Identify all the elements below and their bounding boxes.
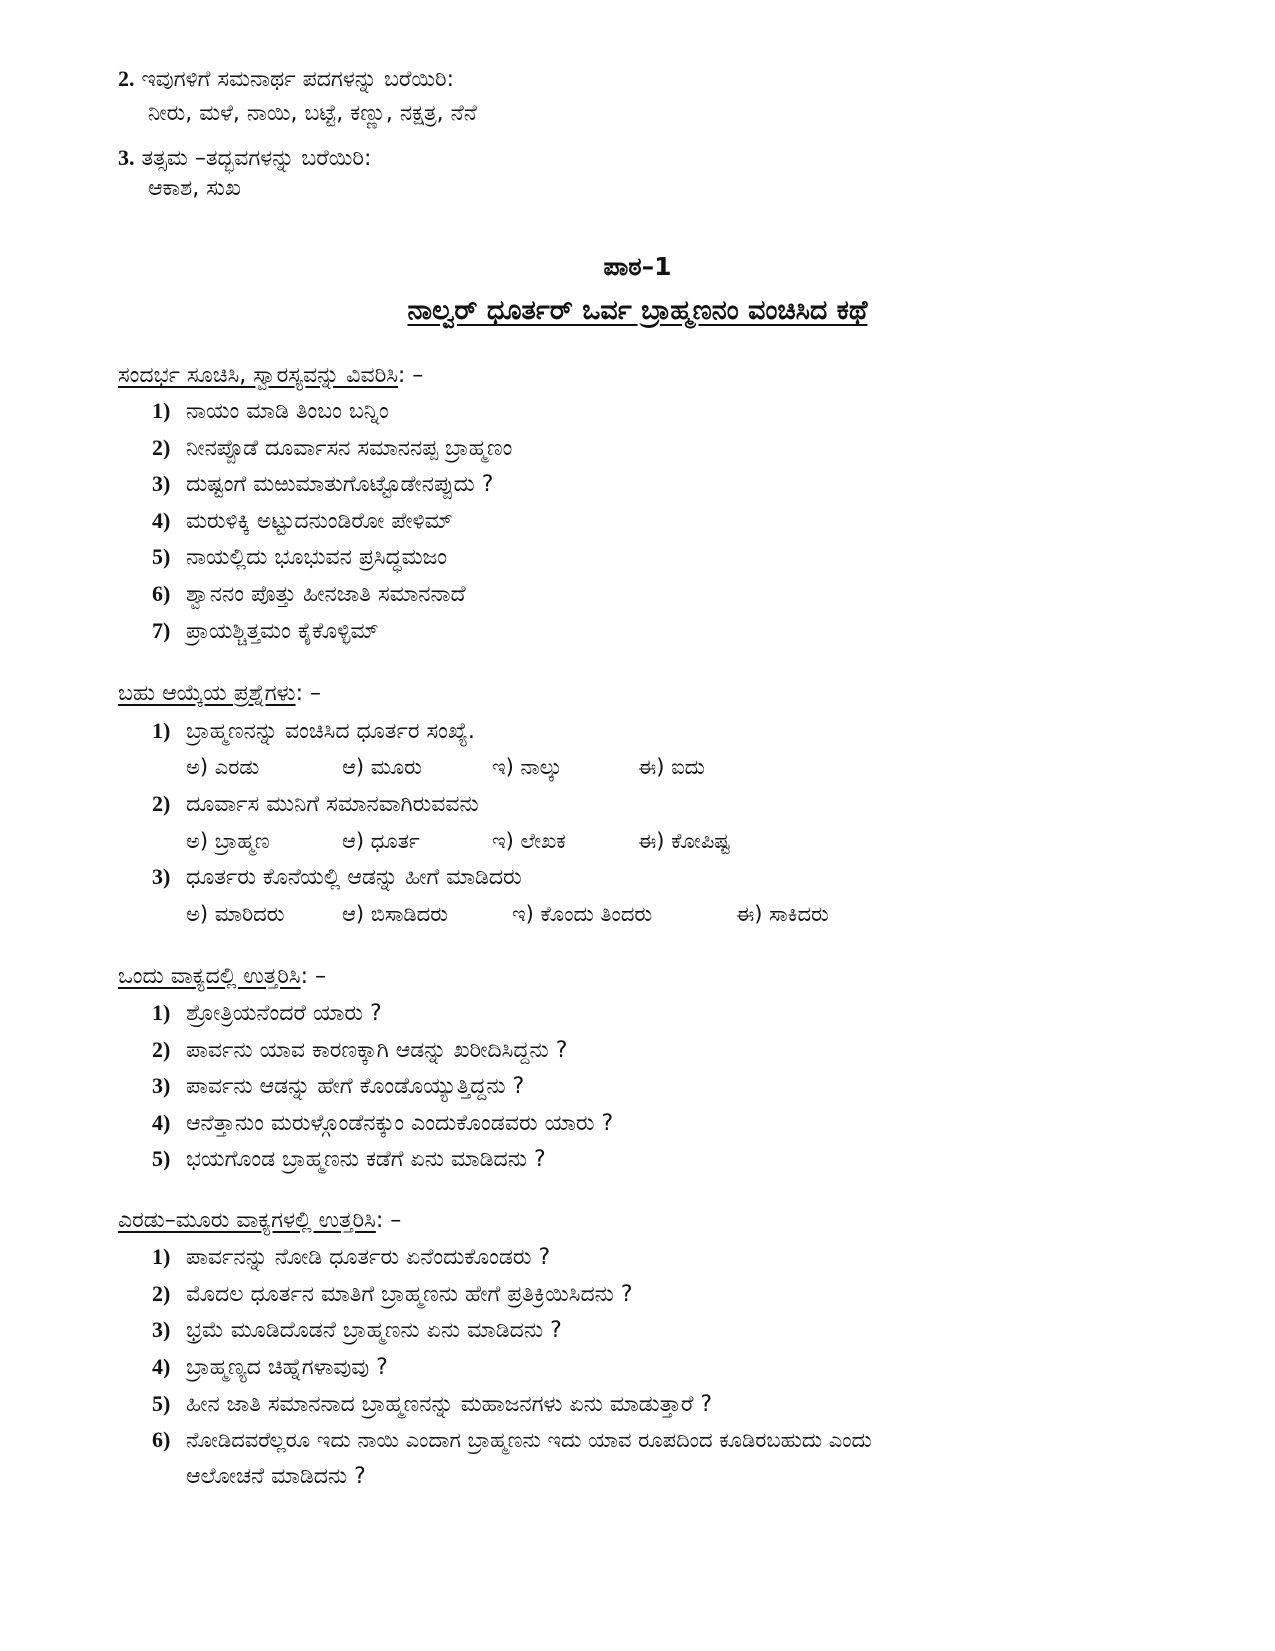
item-number: 5) — [152, 1146, 171, 1171]
section-heading-context — [118, 361, 423, 391]
list-item — [152, 998, 382, 1029]
list-item — [152, 1315, 562, 1346]
item-text: ಬ್ರಾಹ್ಮಣನನ್ನು ವಂಚಿಸಿದ ಧೂರ್ತರ ಸಂಖ್ಯೆ. — [186, 719, 475, 744]
item-text: ಮರುಳಿಕ್ಕಿ ಅಟ್ಟುದನುಂಡಿರೋ ಪೇಳಿಮ್ — [186, 509, 453, 534]
section-heading-two-three — [118, 1206, 401, 1236]
list-item — [152, 1279, 633, 1310]
mcq-option: ಆ) ಮೂರು — [342, 755, 422, 779]
item-text: ಹೀನ ಜಾತಿ ಸಮಾನನಾದ ಬ್ರಾಹ್ಮಣನನ್ನು ಮಹಾಜನಗಳು ಏನು ಮಾಡುತ್ತಾರೆ ? — [186, 1392, 713, 1417]
question-2-content: ನೀರು, ಮಳೆ, ನಾಯಿ, ಬಟ್ಟೆ, ಕಣ್ಣು, ನಕ್ಷತ್ರ, ನೆನೆ — [148, 101, 477, 126]
question-3 — [118, 143, 371, 174]
list-item — [152, 469, 493, 500]
mcq-option: ಈ) ಐದು — [638, 755, 705, 779]
item-text: ಬ್ರಾಹ್ಮಣ್ಯದ ಚಿಹ್ನೆಗಳಾವುವು ? — [186, 1355, 388, 1380]
question-number: 2. — [118, 66, 135, 91]
item-number: 5) — [152, 1391, 171, 1416]
mcq-option: ಅ) ಬ್ರಾಹ್ಮಣ — [186, 829, 270, 853]
item-text: ಆನೆತ್ತಾನುಂ ಮರುಳ್ಗೊಂಡೆನಕ್ಕುಂ ಎಂದುಕೊಂಡವರು ಯಾರು ? — [186, 1111, 614, 1136]
item-number: 3) — [152, 1073, 171, 1098]
item-number: 4) — [152, 1110, 171, 1135]
item-text: ನಾಯಂ ಮಾಡಿ ತಿಂಬಂ ಬನ್ನಿಂ — [186, 399, 389, 424]
list-item — [152, 579, 466, 610]
list-item — [152, 1108, 613, 1139]
item-number: 7) — [152, 618, 171, 643]
item-text: ಶ್ವಾನನಂ ಪೊತ್ತು ಹೀನಜಾತಿ ಸಮಾನನಾದೆ — [186, 582, 466, 607]
item-number: 6) — [152, 581, 171, 606]
list-item — [152, 1389, 712, 1420]
mcq-option: ಆ) ಬಿಸಾಡಿದರು — [342, 902, 448, 926]
mcq-option: ಈ) ಸಾಕಿದರು — [736, 902, 829, 926]
item-text: ಪಾರ್ವನು ಆಡನ್ನು ಹೇಗೆ ಕೊಂಡೊಯ್ಯುತ್ತಿದ್ದನು ? — [186, 1074, 525, 1099]
item-number: 4) — [152, 1354, 171, 1379]
mcq-option: ಅ) ಎರಡು — [186, 755, 260, 779]
list-item — [152, 433, 512, 464]
question-prompt: ಇವುಗಳಿಗೆ ಸಮನಾರ್ಥ ಪದಗಳನ್ನು ಬರೆಯಿರಿ: — [141, 67, 455, 92]
item-text: ಪ್ರಾಯಶ್ಚಿತ್ತಮಂ ಕೈಕೊಳ್ಳಿಮ್ — [186, 619, 379, 644]
list-item — [152, 716, 475, 747]
item-text: ನಾಯಲ್ಲಿದು ಭೂಭುವನ ಪ್ರಸಿದ್ಧಮಜಂ — [186, 545, 448, 570]
item-number: 1) — [152, 1244, 171, 1269]
section-heading-text: ಸಂದರ್ಭ ಸೂಚಿಸಿ, ಸ್ವಾರಸ್ಯವನ್ನು ವಿವರಿಸಿ — [118, 363, 398, 388]
item-text: ದೂರ್ವಾಸ ಮುನಿಗೆ ಸಮಾನವಾಗಿರುವವನು — [186, 792, 479, 817]
item-text: ನೀನಪ್ಪೊಡೆ ದೂರ್ವಾಸನ ಸಮಾನನಪ್ಪ ಬ್ರಾಹ್ಮಣಂ — [186, 436, 513, 461]
list-item-continuation: ಆಲೋಚನೆ ಮಾಡಿದನು ? — [186, 1464, 366, 1489]
item-number: 3) — [152, 1317, 171, 1342]
list-item — [152, 396, 389, 427]
item-number: 2) — [152, 1281, 171, 1306]
mcq-option: ಇ) ನಾಲ್ಕು — [492, 755, 562, 779]
item-number: 2) — [152, 791, 171, 816]
item-number: 2) — [152, 1037, 171, 1062]
section-heading-one-sentence — [118, 962, 326, 992]
list-item — [152, 1035, 567, 1066]
list-item — [152, 1242, 550, 1273]
section-heading-suffix: : – — [300, 964, 327, 989]
lesson-label: ಪಾಠ–1 — [603, 252, 672, 281]
item-number: 5) — [152, 544, 171, 569]
list-item — [152, 506, 453, 537]
section-heading-mcq — [118, 679, 321, 709]
mcq-option: ಇ) ಲೇಖಕ — [492, 829, 566, 853]
item-text: ಪಾರ್ವನು ಯಾವ ಕಾರಣಕ್ಕಾಗಿ ಆಡನ್ನು ಖರೀದಿಸಿದ್ದನು ? — [186, 1038, 568, 1063]
list-item — [152, 1071, 524, 1102]
list-item — [152, 1352, 388, 1383]
mcq-option: ಅ) ಮಾರಿದರು — [186, 902, 285, 926]
lesson-title: ನಾಲ್ವರ್ ಧೂರ್ತರ್ ಒರ್ವ ಬ್ರಾಹ್ಮಣನಂ ವಂಚಿಸಿದ ಕಥೆ — [407, 295, 868, 326]
item-text: ಪಾರ್ವನನ್ನು ನೋಡಿ ಧೂರ್ತರು ಏನೆಂದುಕೊಂಡರು ? — [186, 1245, 551, 1270]
section-heading-text: ಒಂದು ವಾಕ್ಯದಲ್ಲಿ ಉತ್ತರಿಸಿ — [118, 964, 301, 989]
mcq-option: ಇ) ಕೊಂದು ತಿಂದರು — [512, 902, 653, 926]
section-heading-suffix: : – — [375, 1208, 402, 1233]
section-heading-suffix: : – — [295, 681, 321, 706]
item-text: ನೋಡಿದವರೆಲ್ಲರೂ ಇದು ನಾಯಿ ಎಂದಾಗ ಬ್ರಾಹ್ಮಣನು ಇದು ಯಾವ ರೂಪದಿಂದ ಕೂಡಿರಬಹುದು ಎಂದು — [186, 1428, 872, 1452]
list-item — [152, 616, 379, 647]
list-item — [152, 542, 447, 573]
item-number: 4) — [152, 508, 171, 533]
section-heading-text: ಎರಡು–ಮೂರು ವಾಕ್ಯಗಳಲ್ಲಿ ಉತ್ತರಿಸಿ — [118, 1208, 376, 1233]
section-heading-text: ಬಹು ಆಯ್ಕೆಯ ಪ್ರಶ್ನೆಗಳು — [118, 681, 296, 706]
item-number: 3) — [152, 471, 171, 496]
item-number: 3) — [152, 864, 171, 889]
question-number: 3. — [118, 145, 135, 170]
list-item — [152, 862, 522, 893]
list-item — [152, 1144, 546, 1175]
item-number: 2) — [152, 435, 171, 460]
section-heading-suffix: : – — [397, 363, 424, 388]
mcq-option: ಈ) ಕೋಪಿಷ್ಟ — [638, 829, 731, 853]
item-number: 1) — [152, 398, 171, 423]
item-number: 1) — [152, 1000, 171, 1025]
item-text: ಶ್ರೋತ್ರಿಯನೆಂದರೆ ಯಾರು ? — [186, 1001, 382, 1026]
question-2 — [118, 64, 454, 95]
mcq-option: ಆ) ಧೂರ್ತ — [342, 829, 420, 853]
item-text: ಭಯಗೊಂಡ ಬ್ರಾಹ್ಮಣನು ಕಡೆಗೆ ಏನು ಮಾಡಿದನು ? — [186, 1147, 546, 1172]
item-text: ದುಷ್ಟಂಗೆ ಮಱುಮಾತುಗೊಟ್ಟೊಡೇನಪ್ಪುದು ? — [186, 472, 494, 497]
item-text: ಧೂರ್ತರು ಕೊನೆಯಲ್ಲಿ ಆಡನ್ನು ಹೀಗೆ ಮಾಡಿದರು — [186, 865, 522, 890]
list-item — [152, 1425, 872, 1455]
question-3-content: ಆಕಾಶ, ಸುಖ — [148, 176, 241, 201]
item-number: 1) — [152, 718, 171, 743]
question-prompt: ತತ್ಸಮ –ತದ್ಭವಗಳನ್ನು ಬರೆಯಿರಿ: — [141, 146, 372, 171]
list-item — [152, 789, 479, 820]
item-text: ಭ್ರಮೆ ಮೂಡಿದೊಡನೆ ಬ್ರಾಹ್ಮಣನು ಏನು ಮಾಡಿದನು ? — [186, 1318, 562, 1343]
item-number: 6) — [152, 1427, 171, 1452]
item-text: ಮೊದಲ ಧೂರ್ತನ ಮಾತಿಗೆ ಬ್ರಾಹ್ಮಣನು ಹೇಗೆ ಪ್ರತಿಕ್ರಿಯಿಸಿದನು ? — [186, 1282, 633, 1307]
